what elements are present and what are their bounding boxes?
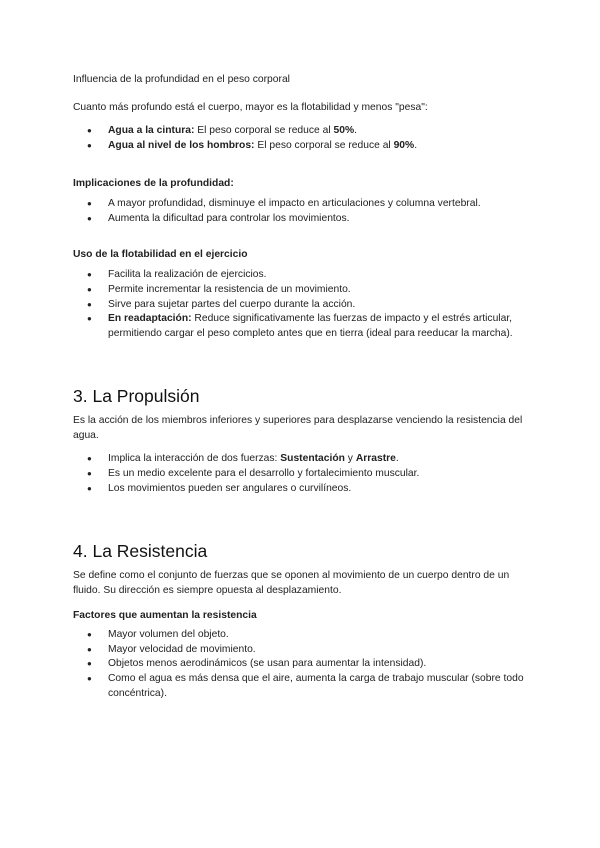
list-item: ● Los movimientos pueden ser angulares o curvilíneos. [73, 482, 529, 497]
depth-list [73, 124, 529, 153]
force-name: Sustentación [280, 453, 345, 465]
resistance-paragraph: Se define como el conjunto de fuerzas que se oponen al movimiento de un cuerpo dentro de un fluido. Su dirección es siempre opuesta al desplazamiento. [73, 570, 510, 597]
item-end: . [395, 453, 399, 465]
list-item [73, 452, 529, 467]
list-item: ● Es un medio excelente para el desarrollo y fortalecimiento muscular. [73, 467, 529, 482]
propulsion-paragraph: Es la acción de los miembros inferiores y superiores para desplazarse venciendo la resistencia del agua. [73, 415, 523, 442]
implications-heading: Implicaciones de la profundidad: [73, 178, 234, 190]
propulsion-list [73, 452, 529, 496]
list-item: ● Aumenta la dificultad para controlar los movimientos. [73, 212, 529, 227]
resistance-factors-heading: Factores que aumentan la resistencia [73, 610, 257, 622]
item-label: Agua a la cintura: [108, 125, 195, 136]
list-item: ● Mayor volumen del objeto. [73, 628, 529, 643]
depth-influence-title: Influencia de la profundidad en el peso corporal [73, 74, 290, 85]
depth-intro-paragraph: Cuanto más profundo está el cuerpo, mayor es la flotabilidad y menos "pesa": [73, 102, 428, 113]
item-label: Agua al nivel de los hombros: [108, 139, 255, 151]
list-item: ● Sirve para sujetar partes del cuerpo durante la acción. [73, 298, 529, 313]
item-text: El peso corporal se reduce al [254, 139, 394, 151]
resistance-heading: 4. La Resistencia [73, 541, 208, 562]
list-item: ● Objetos menos aerodinámicos (se usan para aumentar la intensidad). [73, 657, 529, 672]
item-text: Reduce significativamente las fuerzas de impacto y el estrés articular, permitiendo cargar el peso completo antes que en tierra (ideal para reeducar la marcha). [108, 313, 513, 339]
item-text: El peso corporal se reduce al [194, 125, 334, 136]
buoyancy-heading: Uso de la flotabilidad en el ejercicio [73, 249, 248, 261]
list-item: ● Mayor velocidad de movimiento. [73, 643, 529, 658]
item-end: . [414, 139, 418, 151]
list-item: ● Permite incrementar la resistencia de un movimiento. [73, 283, 529, 298]
item-text: y [344, 453, 356, 465]
document-content [73, 72, 529, 701]
list-item [73, 139, 529, 154]
list-item: ● Como el agua es más densa que el aire, aumenta la carga de trabajo muscular (sobre todo concéntrica). [73, 672, 529, 701]
list-item [73, 312, 529, 341]
propulsion-heading: 3. La Propulsión [73, 386, 200, 407]
item-label: En readaptación: [108, 313, 192, 325]
force-name: Arrastre [355, 453, 396, 465]
buoyancy-list [73, 268, 529, 341]
implications-list [73, 197, 529, 226]
item-value: 90% [393, 139, 415, 151]
resistance-factors-list [73, 628, 529, 701]
item-text: Implica la interacción de dos fuerzas: [108, 453, 281, 465]
list-item: ● Facilita la realización de ejercicios. [73, 268, 529, 283]
list-item: ● A mayor profundidad, disminuye el impacto en articulaciones y columna vertebral. [73, 197, 529, 212]
item-end: . [354, 125, 357, 136]
list-item [73, 124, 529, 139]
item-value: 50% [333, 125, 355, 136]
